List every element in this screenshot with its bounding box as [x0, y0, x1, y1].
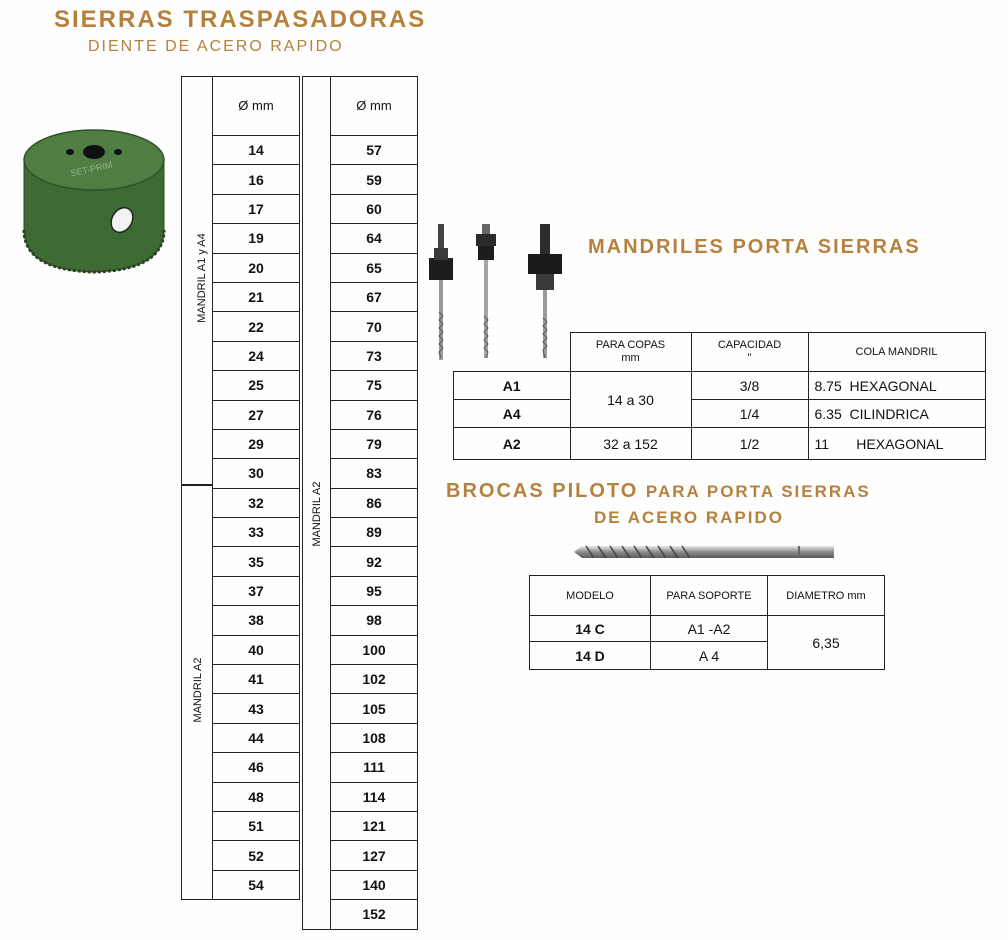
cola-size-a1: 8.75: [814, 377, 842, 394]
size-cell: 41: [213, 665, 300, 694]
size-row: [213, 547, 300, 576]
size-cell: 102: [331, 665, 418, 694]
brocas-title-small: PARA PORTA SIERRAS: [645, 482, 871, 501]
size-cell: 86: [331, 488, 418, 517]
size-cell: 19: [213, 224, 300, 253]
size-row: [213, 665, 300, 694]
size-row: [331, 723, 418, 752]
size-row: [213, 753, 300, 782]
cola-size-a4: 6.35: [814, 405, 842, 422]
size-row: [331, 341, 418, 370]
size-cell: 20: [213, 253, 300, 282]
size-cell: 33: [213, 518, 300, 547]
size-cell: 43: [213, 694, 300, 723]
size-row: [331, 312, 418, 341]
para-copas-unit: mm: [621, 352, 640, 364]
size-cell: 30: [213, 459, 300, 488]
size-row: [213, 635, 300, 664]
modelo-header: MODELO: [530, 576, 651, 616]
left-size-table: [212, 76, 300, 900]
size-cell: 114: [331, 782, 418, 811]
size-row: [213, 606, 300, 635]
range-a2: 32 a 152: [570, 428, 691, 460]
cola-type-a4: CILINDRICA: [849, 405, 929, 422]
para-copas-label: PARA COPAS: [595, 339, 666, 351]
size-cell: 51: [213, 811, 300, 840]
size-row: [213, 723, 300, 752]
cola-type-a2: HEXAGONAL: [856, 435, 944, 452]
size-cell: 83: [331, 459, 418, 488]
size-cell: 92: [331, 547, 418, 576]
size-cell: 52: [213, 841, 300, 870]
capacidad-header: [691, 333, 808, 372]
size-cell: 121: [331, 811, 418, 840]
size-row: [331, 782, 418, 811]
size-row: [331, 694, 418, 723]
model-a1: A1: [454, 372, 571, 400]
size-row: [213, 136, 300, 165]
size-row: [331, 165, 418, 194]
size-cell: 29: [213, 429, 300, 458]
size-cell: 21: [213, 282, 300, 311]
size-row: [331, 400, 418, 429]
capacity-a1: 3/8: [691, 372, 808, 400]
mandril-a2-right-label: MANDRIL A2: [311, 481, 323, 547]
size-cell: 38: [213, 606, 300, 635]
size-row: [331, 194, 418, 223]
brocas-subtitle: DE ACERO RAPIDO: [594, 508, 784, 527]
size-cell: 24: [213, 341, 300, 370]
size-cell: 79: [331, 429, 418, 458]
size-row: [331, 136, 418, 165]
size-cell: 32: [213, 488, 300, 517]
cola-a4: [808, 400, 985, 428]
size-header: Ø mm: [331, 77, 418, 136]
page-title: SIERRAS TRASPASADORAS: [54, 6, 427, 33]
mandriles-table: [453, 332, 986, 460]
size-cell: 67: [331, 282, 418, 311]
size-cell: 16: [213, 165, 300, 194]
cola-type-a1: HEXAGONAL: [849, 377, 937, 394]
size-cell: 37: [213, 576, 300, 605]
size-cell: 59: [331, 165, 418, 194]
size-row: [331, 900, 418, 929]
size-row: [213, 459, 300, 488]
empty-corner: [454, 333, 571, 372]
size-row: [213, 870, 300, 899]
capacity-a2: 1/2: [691, 428, 808, 460]
diametro-header: DIAMETRO mm: [768, 576, 885, 616]
soporte-14d: A 4: [651, 642, 768, 670]
size-cell: 46: [213, 753, 300, 782]
size-row: [213, 841, 300, 870]
right-size-table: [330, 76, 418, 930]
size-cell: 14: [213, 136, 300, 165]
size-cell: 35: [213, 547, 300, 576]
size-row: [331, 547, 418, 576]
mandril-a1-a4-label: MANDRIL A1 y A4: [196, 233, 208, 323]
size-cell: 73: [331, 341, 418, 370]
cola-header: COLA MANDRIL: [808, 333, 985, 372]
size-header: Ø mm: [213, 77, 300, 136]
capacity-a4: 1/4: [691, 400, 808, 428]
size-row: [331, 606, 418, 635]
size-cell: 54: [213, 870, 300, 899]
size-cell: 105: [331, 694, 418, 723]
brocas-title-main: BROCAS PILOTO: [446, 480, 639, 502]
range-a1-a4: 14 a 30: [570, 372, 691, 428]
brocas-title: [446, 480, 871, 503]
size-cell: 17: [213, 194, 300, 223]
size-row: [331, 224, 418, 253]
size-row: [213, 782, 300, 811]
size-row: [213, 253, 300, 282]
modelo-14c: 14 C: [530, 616, 651, 642]
size-row: [213, 312, 300, 341]
size-row: [331, 253, 418, 282]
cola-size-a2: 11: [814, 435, 830, 452]
size-row: [331, 576, 418, 605]
size-cell: 25: [213, 371, 300, 400]
size-cell: 127: [331, 841, 418, 870]
size-row: [213, 400, 300, 429]
size-cell: 98: [331, 606, 418, 635]
capacidad-unit: ": [747, 352, 752, 364]
soporte-14c: A1 -A2: [651, 616, 768, 642]
size-row: [331, 870, 418, 899]
size-cell: 22: [213, 312, 300, 341]
size-row: [331, 282, 418, 311]
size-row: [213, 282, 300, 311]
size-row: [213, 341, 300, 370]
cola-a2: [808, 428, 985, 460]
size-row: [331, 371, 418, 400]
size-cell: 89: [331, 518, 418, 547]
para-copas-header: [570, 333, 691, 372]
size-cell: 64: [331, 224, 418, 253]
size-row: [213, 429, 300, 458]
size-cell: 65: [331, 253, 418, 282]
size-row: [213, 165, 300, 194]
size-row: [213, 811, 300, 840]
capacidad-label: CAPACIDAD: [717, 339, 782, 351]
size-row: [331, 429, 418, 458]
size-row: [331, 753, 418, 782]
page-subtitle: DIENTE DE ACERO RAPIDO: [88, 38, 344, 55]
hole-saw-image: [18, 120, 170, 280]
size-cell: 60: [331, 194, 418, 223]
size-cell: 40: [213, 635, 300, 664]
size-row: [331, 811, 418, 840]
size-cell: 75: [331, 371, 418, 400]
size-cell: 27: [213, 400, 300, 429]
size-row: [213, 694, 300, 723]
size-row: [331, 635, 418, 664]
size-cell: 152: [331, 900, 418, 929]
size-cell: 111: [331, 753, 418, 782]
size-row: [213, 518, 300, 547]
size-row: [213, 371, 300, 400]
size-cell: 76: [331, 400, 418, 429]
diametro-value: 6,35: [768, 616, 885, 670]
modelo-14d: 14 D: [530, 642, 651, 670]
size-cell: 95: [331, 576, 418, 605]
size-row: [213, 194, 300, 223]
cola-a1: [808, 372, 985, 400]
size-cell: 57: [331, 136, 418, 165]
size-row: [331, 665, 418, 694]
size-cell: 44: [213, 723, 300, 752]
size-row: [331, 518, 418, 547]
size-cell: 108: [331, 723, 418, 752]
mandriles-title: MANDRILES PORTA SIERRAS: [588, 236, 921, 258]
size-row: [213, 224, 300, 253]
brocas-table: [529, 575, 885, 670]
size-row: [213, 576, 300, 605]
soporte-header: PARA SOPORTE: [651, 576, 768, 616]
size-row: [213, 488, 300, 517]
size-cell: 140: [331, 870, 418, 899]
model-a4: A4: [454, 400, 571, 428]
size-cell: 48: [213, 782, 300, 811]
size-row: [331, 488, 418, 517]
brand-text: SET-PRIM: [69, 159, 114, 179]
size-row: [331, 841, 418, 870]
size-cell: 100: [331, 635, 418, 664]
model-a2: A2: [454, 428, 571, 460]
size-cell: 70: [331, 312, 418, 341]
mandril-a2-left-label: MANDRIL A2: [192, 657, 204, 723]
size-row: [331, 459, 418, 488]
pilot-drill-image: [572, 540, 838, 564]
